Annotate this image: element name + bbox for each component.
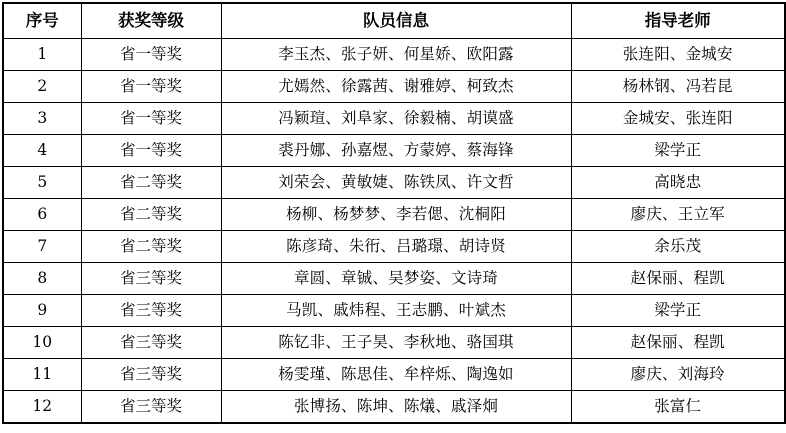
cell-members: 陈钇非、王子昊、李秋地、骆国琪 (221, 327, 571, 359)
table-row (3, 327, 785, 359)
cell-members: 马凯、戚炜程、王志鹏、叶斌杰 (221, 295, 571, 327)
cell-teacher: 杨林钢、冯若昆 (571, 71, 785, 103)
cell-teacher: 张连阳、金城安 (571, 39, 785, 71)
cell-teacher: 高晓忠 (571, 167, 785, 199)
cell-teacher: 金城安、张连阳 (571, 103, 785, 135)
table-header (3, 3, 785, 39)
table-row (3, 199, 785, 231)
cell-level: 省三等奖 (81, 263, 221, 295)
cell-index: 10 (3, 327, 81, 359)
document-page (0, 2, 786, 433)
cell-level: 省三等奖 (81, 391, 221, 424)
cell-members: 陈彦琦、朱衎、吕璐璟、胡诗贤 (221, 231, 571, 263)
cell-teacher: 张富仁 (571, 391, 785, 424)
table-row (3, 71, 785, 103)
cell-index: 6 (3, 199, 81, 231)
cell-teacher: 廖庆、王立军 (571, 199, 785, 231)
cell-teacher: 梁学正 (571, 295, 785, 327)
cell-level: 省三等奖 (81, 327, 221, 359)
cell-index: 3 (3, 103, 81, 135)
cell-level: 省二等奖 (81, 231, 221, 263)
cell-index: 5 (3, 167, 81, 199)
cell-teacher: 余乐茂 (571, 231, 785, 263)
cell-teacher: 赵保丽、程凯 (571, 263, 785, 295)
table-body (3, 39, 785, 424)
cell-members: 杨柳、杨梦梦、李若偲、沈桐阳 (221, 199, 571, 231)
cell-members: 张博扬、陈坤、陈燨、戚泽炯 (221, 391, 571, 424)
cell-level: 省一等奖 (81, 39, 221, 71)
cell-level: 省三等奖 (81, 359, 221, 391)
cell-level: 省二等奖 (81, 167, 221, 199)
cell-members: 李玉杰、张子妍、何星娇、欧阳露 (221, 39, 571, 71)
cell-level: 省二等奖 (81, 199, 221, 231)
cell-index: 11 (3, 359, 81, 391)
column-header-members: 队员信息 (221, 3, 571, 39)
cell-index: 8 (3, 263, 81, 295)
table-row (3, 295, 785, 327)
table-row (3, 39, 785, 71)
cell-index: 2 (3, 71, 81, 103)
cell-level: 省一等奖 (81, 103, 221, 135)
column-header-teacher: 指导老师 (571, 3, 785, 39)
table-row (3, 231, 785, 263)
table-row (3, 167, 785, 199)
column-header-level: 获奖等级 (81, 3, 221, 39)
cell-teacher: 赵保丽、程凯 (571, 327, 785, 359)
cell-members: 裘丹娜、孙嘉煜、方蒙婷、蔡海锋 (221, 135, 571, 167)
table-row (3, 263, 785, 295)
cell-teacher: 廖庆、刘海玲 (571, 359, 785, 391)
cell-teacher: 梁学正 (571, 135, 785, 167)
cell-members: 杨雯瑾、陈思佳、牟梓烁、陶逸如 (221, 359, 571, 391)
cell-index: 4 (3, 135, 81, 167)
table-row (3, 135, 785, 167)
award-table (2, 2, 786, 424)
cell-index: 7 (3, 231, 81, 263)
table-row (3, 391, 785, 424)
table-row (3, 103, 785, 135)
cell-index: 12 (3, 391, 81, 424)
cell-index: 1 (3, 39, 81, 71)
cell-members: 尤嫣然、徐露茜、谢雅婷、柯致杰 (221, 71, 571, 103)
cell-members: 冯颖瑄、刘阜家、徐毅楠、胡谟盛 (221, 103, 571, 135)
table-row (3, 359, 785, 391)
cell-level: 省一等奖 (81, 71, 221, 103)
table-header-row (3, 3, 785, 39)
cell-level: 省一等奖 (81, 135, 221, 167)
column-header-index: 序号 (3, 3, 81, 39)
cell-level: 省三等奖 (81, 295, 221, 327)
cell-members: 刘荣会、黄敏婕、陈铁凤、许文哲 (221, 167, 571, 199)
cell-index: 9 (3, 295, 81, 327)
cell-members: 章圆、章铖、吴梦姿、文诗琦 (221, 263, 571, 295)
